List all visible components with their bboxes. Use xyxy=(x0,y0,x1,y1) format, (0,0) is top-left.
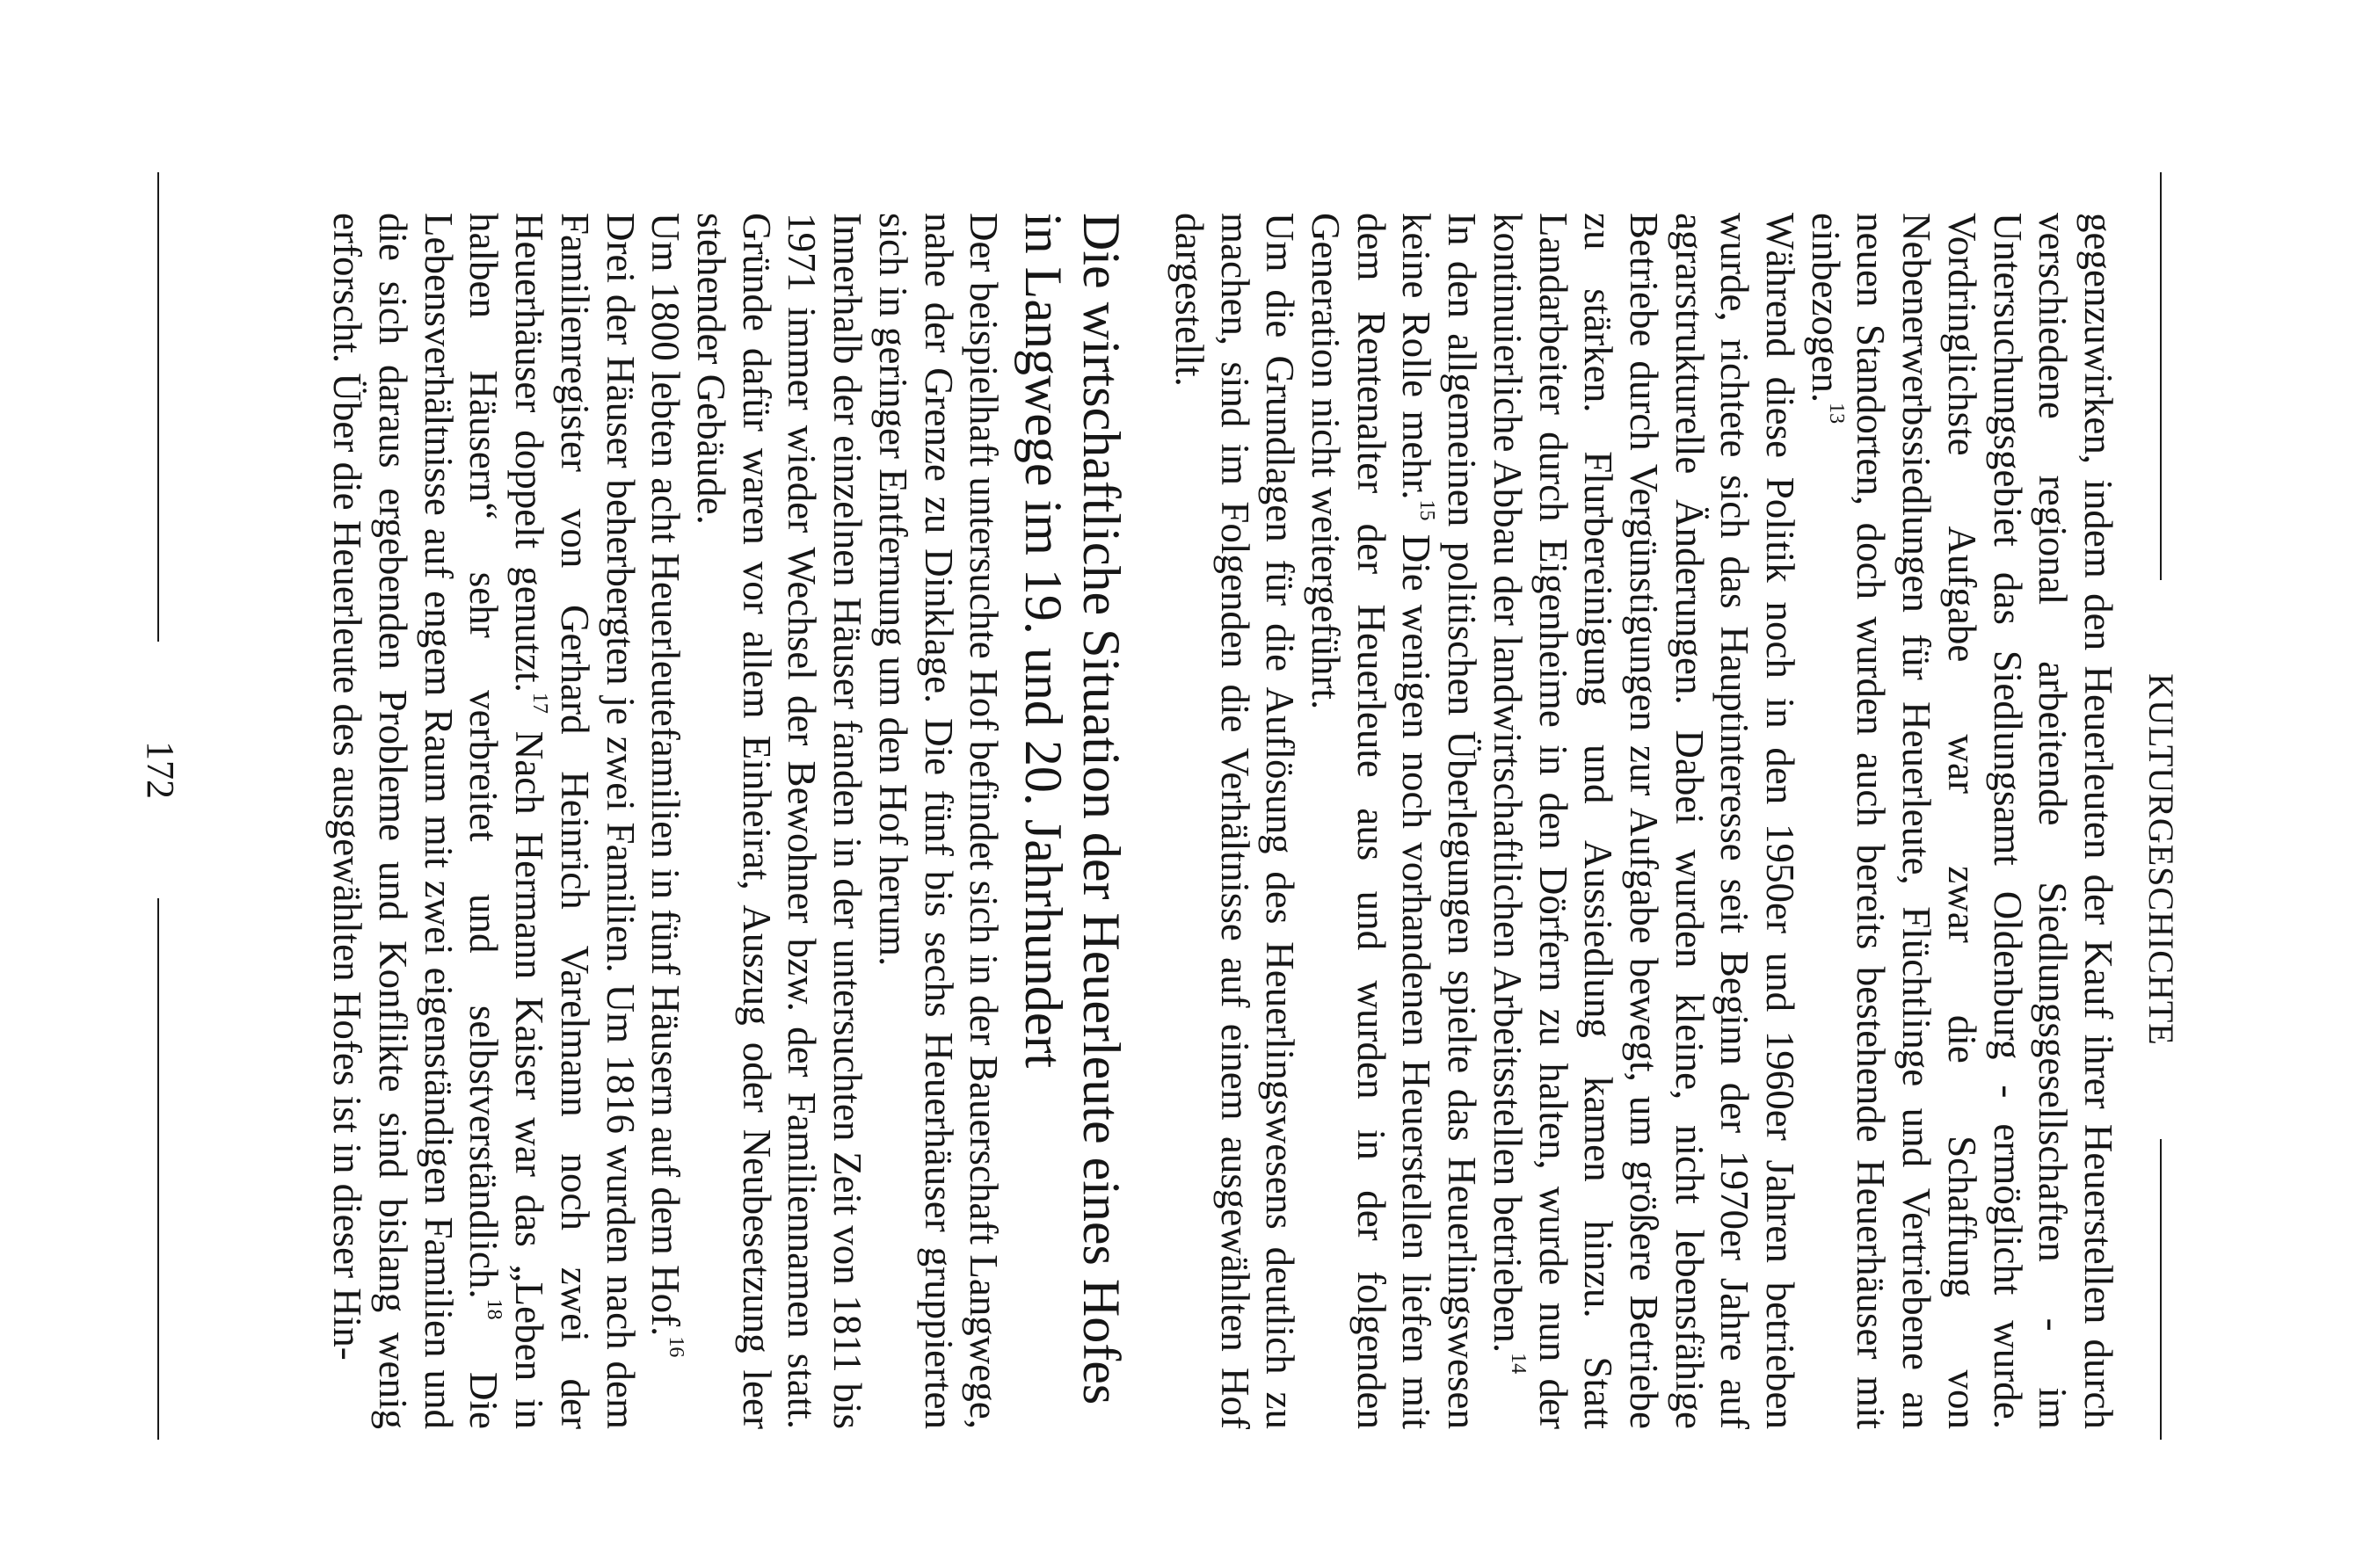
running-head-rule-left xyxy=(2160,172,2162,580)
paragraph xyxy=(687,213,869,1429)
body-text xyxy=(324,213,2120,1429)
running-head-rule-right xyxy=(2160,1139,2162,1440)
page-footer xyxy=(134,172,186,1440)
paragraph xyxy=(324,213,643,1429)
paragraph xyxy=(1166,213,1302,1429)
footnote-ref: 16 xyxy=(665,1336,688,1358)
paragraph xyxy=(1484,213,1802,1429)
paragraph-text: Drei der Häuser beherbergten je zwei Familien. Um 1816 wurden nach dem Familienregister von Gerhard Heinrich Varelmann noch zwei der Heuerhäuser doppelt genutzt. xyxy=(507,213,643,1429)
paragraph xyxy=(1802,213,2120,1429)
paragraph-text: Der beispielhaft untersuchte Hof befindet sich in der Bauerschaft Langwege, nahe der Grenze zu Dinklage. Die fünf bis sechs Heuerhäuser gruppierten sich in geringer Entfernung um den Hof herum. xyxy=(870,213,1007,1429)
paragraph-text: Während diese Politik noch in den 1950er und 1960er Jahren betrieben wurde, richtete sich das Hauptinteresse seit Beginn der 1970er Jahre auf agrarstrukturelle Änderungen. Dabei wurden kleine, nicht lebensfähige Betriebe durch Vergünstigungen zur Aufgabe bewegt, um größere Betriebe zu stärken. Flurbereinigung und Aussiedlung kamen hinzu. Statt Landarbeiter durch Eigenheime in den Dörfern zu halten, wurde nun der kontinuierliche Abbau der landwirtschaftlichen Arbeitsstellen betrieben. xyxy=(1485,213,1803,1429)
paragraph-text: Innerhalb der einzelnen Häuser fanden in der untersuchten Zeit von 1811 bis 1971 immer wieder Wechsel der Bewohner bzw. der Familiennamen statt. Gründe dafür waren vor allem Einheirat, Auszug oder Neubesetzung leer stehender Gebäude. xyxy=(689,213,870,1429)
paragraph-text: Um die Grundlagen für die Auflösung des Heuerlingswesens deutlich zu machen, sind im Folgenden die Verhältnisse auf einem ausgewählten Hof dargestellt. xyxy=(1167,213,1303,1429)
paragraph xyxy=(869,213,1006,1429)
page-number: 172 xyxy=(139,741,182,799)
footnote-ref: 13 xyxy=(1824,403,1848,425)
footer-rule-left xyxy=(157,172,159,642)
footer-rule-right xyxy=(157,898,159,1440)
paragraph-text: In den allgemeinen politischen Überlegungen spielte das Heuerlingswesen keine Rolle mehr. xyxy=(1394,213,1485,1429)
running-head xyxy=(2136,172,2189,1440)
paragraph xyxy=(643,213,688,1429)
footnote-ref: 17 xyxy=(528,692,552,714)
footnote-ref: 18 xyxy=(483,1298,506,1320)
footnote-ref: 15 xyxy=(1415,499,1439,521)
section-heading: Die wirtschaftliche Situation der Heuerleute eines Hofes in Langwege im 19. und 20. Jahrhundert xyxy=(1014,213,1131,1405)
paragraph-text-cont: Die Lebensverhältnisse auf engem Raum mit zwei eigenständigen Familien und die sich daraus ergebenden Probleme und Konflikte sind bislang wenig erforscht. Über die Heuerleute des ausgewählten Hofes ist in dieser Hin- xyxy=(325,213,506,1429)
paragraph-text-cont: Die wenigen noch vorhandenen Heuerstellen liefen mit dem Rentenalter der Heuerleute aus und wurden in der folgenden Generation nicht weitergeführt. xyxy=(1304,213,1439,1429)
paragraph-text-cont: Nach Hermann Kaiser war das „Leben in halben Häusern“ sehr verbreitet und selbstverständlich. xyxy=(462,213,552,1429)
running-head-title: KULTURGESCHICHTE xyxy=(2141,673,2181,1046)
footnote-ref: 14 xyxy=(1506,1353,1530,1375)
paragraph xyxy=(1302,213,1484,1429)
paragraph-text: Um 1800 lebten acht Heuerleutefamilien in fünf Häusern auf dem Hof. xyxy=(643,213,688,1337)
paragraph-text: gegenzuwirken, indem den Heuerleuten der Kauf ihrer Heuerstellen durch verschiedene regional arbeitende Siedlungsgesellschaften - im Untersuchungsgebiet das Siedlungsamt Oldenburg - ermöglicht wurde. Vordringlichste Aufgabe war zwar die Schaffung von Nebenerwerbssiedlungen für Heuerleute, Flüchtlinge und Vertriebene an neuen Standorten, doch wurden auch bereits bestehende Heuerhäuser mit einbezogen. xyxy=(1803,213,2120,1429)
